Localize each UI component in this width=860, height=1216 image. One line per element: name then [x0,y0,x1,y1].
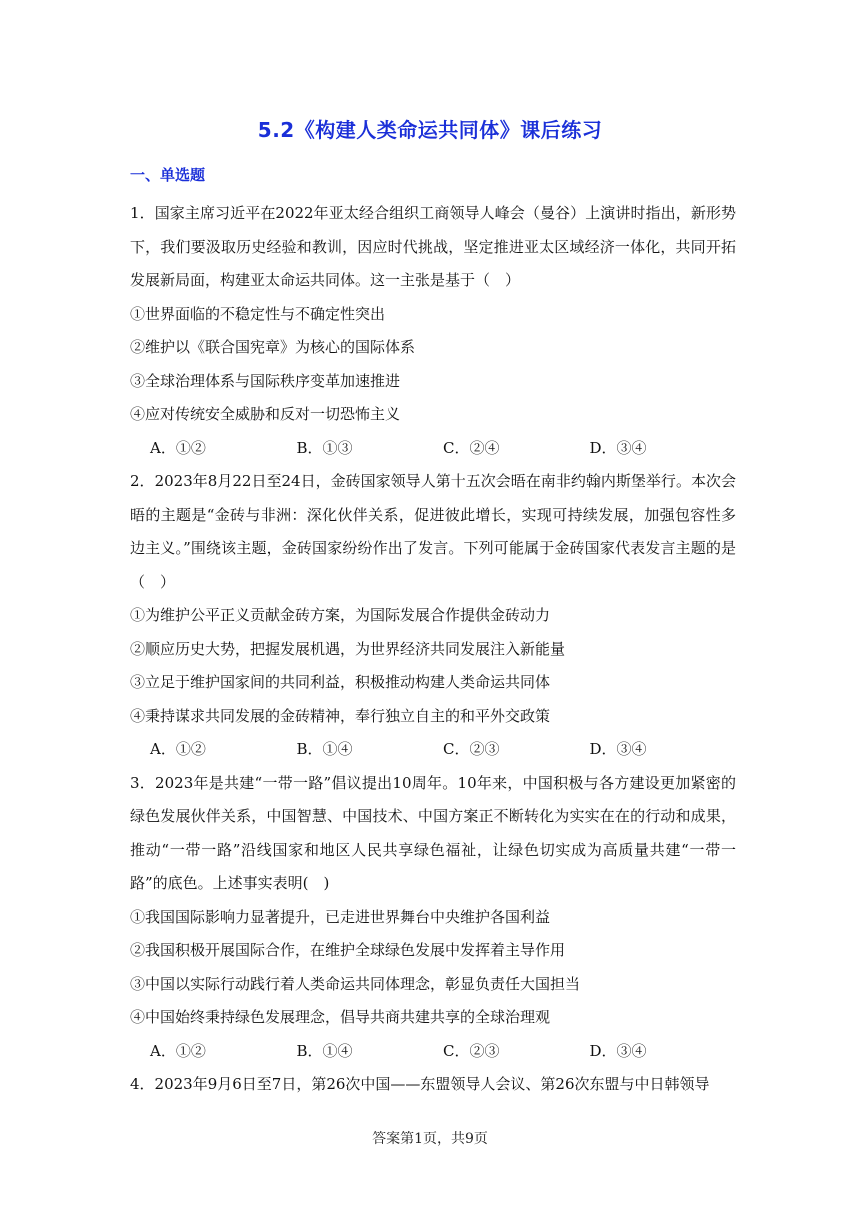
choice-c: C．②③ [443,740,500,758]
statement-option: ①我国国际影响力显著提升，已走进世界舞台中央维护各国利益 [130,907,551,926]
answer-choices [130,733,736,767]
statement-option: ②维护以《联合国宪章》为核心的国际体系 [130,338,416,356]
choice-a: A．①② [150,438,206,457]
choice-b: B．①④ [296,740,353,758]
question-stem: 2．2023年8月22日至24日，金砖国家领导人第十五次会晤在南非约翰内斯堡举行。本次会晤的主题是“金砖与非洲：深化伙伴关系，促进彼此增长，实现可持续发展，加强包容性多边主义。”围绕该主题，金砖国家纷纷作出了发言。下列可能属于金砖国家代表发言主题的是（ ） [130,472,736,591]
statement-option: ②顺应历史大势，把握发展机遇，为世界经济共同发展注入新能量 [130,639,566,658]
choice-a: A．①② [150,740,206,758]
question-stem: 4．2023年9月6日至7日，第26次中国——东盟领导人会议、第26次东盟与中日韩领导 [130,1075,710,1093]
section-heading: 一、单选题 [130,166,206,184]
question-stem: 1．国家主席习近平在2022年亚太经合组织工商领导人峰会（曼谷）上演讲时指出，新形势下，我们要汲取历史经验和教训，因应时代挑战，坚定推进亚太区域经济一体化，共同开拓发展新局面，构建亚太命运共同体。这一主张是基于（ ） [130,204,736,289]
document-title: 5.2《构建人类命运共同体》课后练习 [257,118,603,142]
page-footer: 答案第1页，共9页 [372,1131,488,1147]
choice-d: D．③④ [589,1041,647,1060]
statement-option: ④应对传统安全威胁和反对一切恐怖主义 [130,405,401,423]
statement-option: ④秉持谋求共同发展的金砖精神，奉行独立自主的和平外交政策 [130,706,551,725]
answer-choices [130,432,736,466]
question-list [130,197,736,1102]
question-2 [130,465,736,767]
statement-option: ④中国始终秉持绿色发展理念，倡导共商共建共享的全球治理观 [130,1008,551,1026]
choice-c: C．②③ [443,1041,500,1060]
statement-option: ①为维护公平正义贡献金砖方案，为国际发展合作提供金砖动力 [130,606,551,624]
statement-option: ①世界面临的不稳定性与不确定性突出 [130,304,386,323]
choice-d: D．③④ [589,438,647,457]
question-3 [130,767,736,1069]
statement-option: ②我国积极开展国际合作，在维护全球绿色发展中发挥着主导作用 [130,941,566,959]
question-1 [130,197,736,465]
choice-b: B．①④ [296,1041,353,1060]
choice-b: B．①③ [296,438,353,457]
statement-option: ③全球治理体系与国际秩序变革加速推进 [130,371,401,390]
statement-option: ③中国以实际行动践行着人类命运共同体理念，彰显负责任大国担当 [130,974,581,993]
statement-option: ③立足于维护国家间的共同利益，积极推动构建人类命运共同体 [130,673,551,691]
answer-choices [130,1035,736,1069]
question-stem: 3．2023年是共建“一带一路”倡议提出10周年。10年来，中国积极与各方建设更加紧密的绿色发展伙伴关系，中国智慧、中国技术、中国方案正不断转化为实实在在的行动和成果，推动“一带一路”沿线国家和地区人民共享绿色福祉，让绿色切实成为高质量共建“一带一路”的底色。上述事实表明( ) [130,773,736,892]
choice-c: C．②④ [443,438,500,457]
question-4 [130,1068,736,1102]
choice-d: D．③④ [589,740,647,758]
choice-a: A．①② [150,1041,206,1060]
